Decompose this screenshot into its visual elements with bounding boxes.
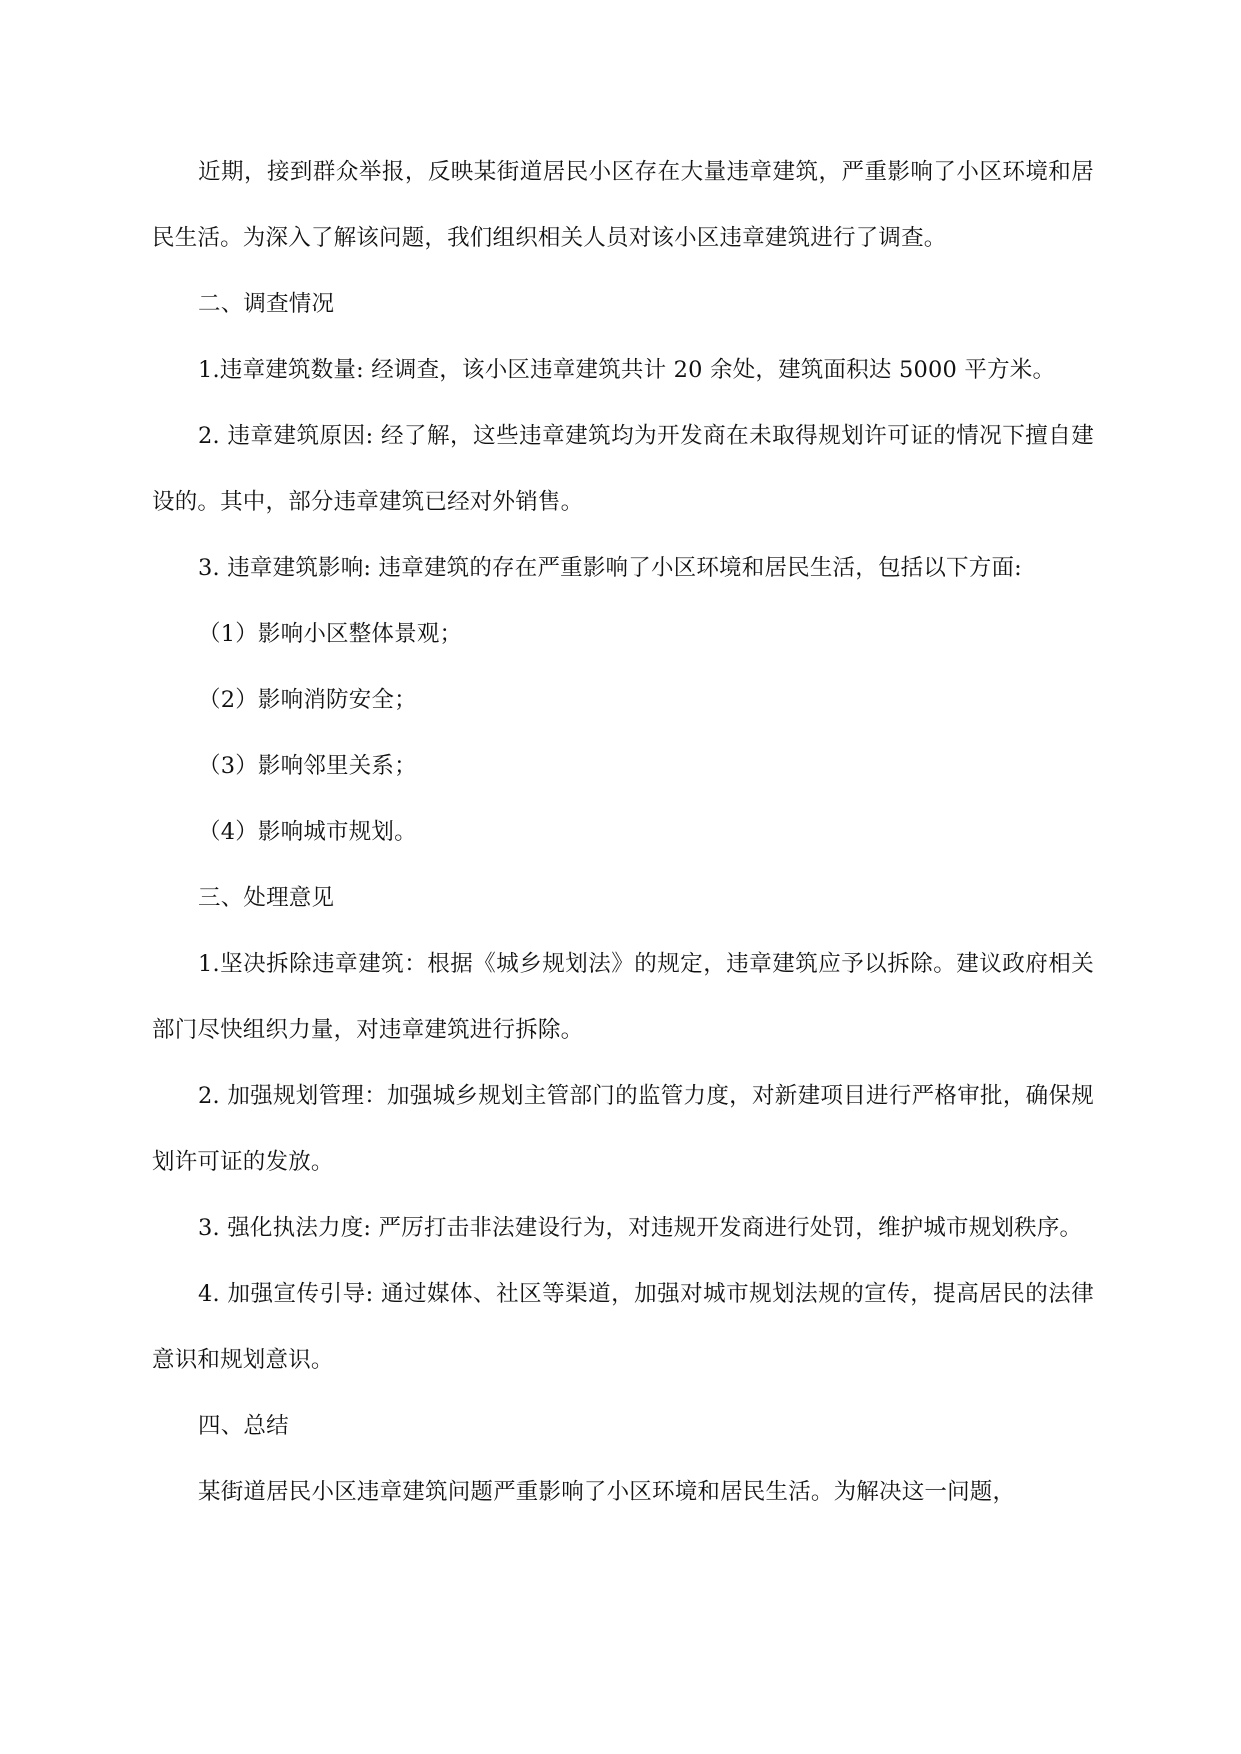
investigation-item-2: 2. 违章建筑原因: 经了解，这些违章建筑均为开发商在未取得规划许可证的情况下擅自建设的。其中，部分违章建筑已经对外销售。 (152, 423, 1094, 515)
opinion-item-1: 1.坚决拆除违章建筑：根据《城乡规划法》的规定，违章建筑应予以拆除。建议政府相关部门尽快组织力量，对违章建筑进行拆除。 (152, 951, 1094, 1043)
summary-paragraph: 某街道居民小区违章建筑问题严重影响了小区环境和居民生活。为解决这一问题， (198, 1479, 1016, 1505)
impact-item-1: （1）影响小区整体景观； (198, 621, 463, 647)
impact-item-4: （4）影响城市规划。 (198, 819, 417, 845)
opinion-item-2: 2. 加强规划管理：加强城乡规划主管部门的监管力度，对新建项目进行严格审批，确保规划许可证的发放。 (152, 1083, 1094, 1175)
section-heading-summary: 四、总结 (198, 1413, 289, 1439)
document-body (152, 139, 1094, 1525)
section-heading-opinions: 三、处理意见 (198, 885, 335, 911)
opinion-item-4: 4. 加强宣传引导: 通过媒体、社区等渠道，加强对城市规划法规的宣传，提高居民的法律意识和规划意识。 (152, 1281, 1094, 1373)
section-heading-investigation: 二、调查情况 (198, 291, 335, 317)
opinion-item-3: 3. 强化执法力度: 严厉打击非法建设行为，对违规开发商进行处罚，维护城市规划秩序。 (198, 1215, 1083, 1241)
investigation-item-3: 3. 违章建筑影响: 违章建筑的存在严重影响了小区环境和居民生活，包括以下方面: (198, 555, 1022, 581)
impact-item-3: （3）影响邻里关系； (198, 753, 417, 779)
intro-paragraph: 近期，接到群众举报，反映某街道居民小区存在大量违章建筑，严重影响了小区环境和居民生活。为深入了解该问题，我们组织相关人员对该小区违章建筑进行了调查。 (152, 159, 1094, 251)
impact-item-2: （2）影响消防安全； (198, 687, 417, 713)
investigation-item-1: 1.违章建筑数量: 经调查，该小区违章建筑共计 20 余处，建筑面积达 5000 平方米。 (198, 357, 1056, 383)
